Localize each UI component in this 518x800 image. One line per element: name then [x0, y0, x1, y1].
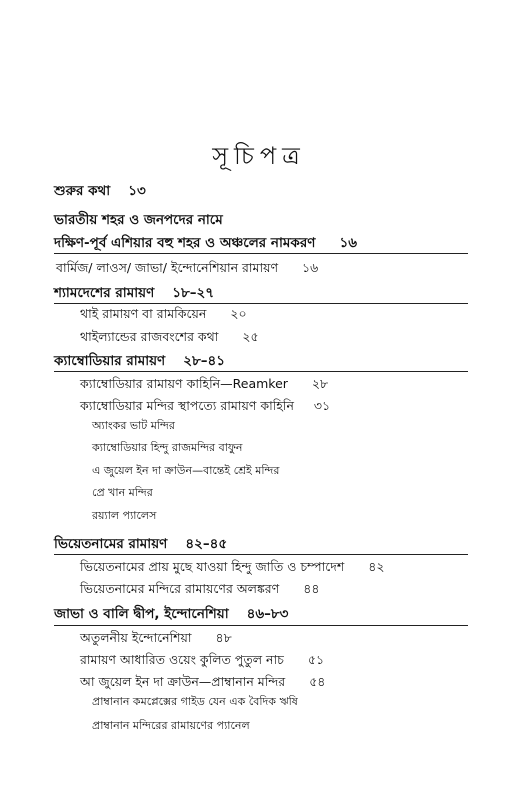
toc-chapter-cambodia: ক্যাম্বোডিয়ার রামায়ণ ২৮–৪১ — [54, 353, 226, 369]
toc-chapter-java-bali: জাভা ও বালি দ্বীপ, ইন্দোনেশিয়া ৪৬–৮৩ — [54, 606, 289, 622]
toc-subentry: ক্যাম্বোডিয়ার রামায়ণ কাহিনি—Reamker ২৮ — [80, 376, 329, 391]
toc-chapter-siam: শ্যামদেশের রামায়ণ ১৮–২৭ — [54, 285, 215, 301]
toc-subentry: ক্যাম্বোডিয়ার মন্দির স্থাপত্যে রামায়ণ কাহিনি ৩১ — [80, 398, 331, 413]
toc-entry-naming: দক্ষিণ-পূর্ব এশিয়ার বহু শহর ও অঞ্চলের নামকরণ ১৬ — [54, 235, 357, 251]
toc-subsubentry: এ জুয়েল ইন দা ক্রাউন—বান্তেই শ্রেই মন্দির — [92, 464, 280, 477]
toc-subentry: ভিয়েতনামের প্রায় মুছে যাওয়া হিন্দু জাতি ও চম্পাদেশ ৪২ — [80, 559, 385, 574]
toc-subentry: বার্মিজ/ লাওস/ জাভা/ ইন্দোনেশিয়ান রামায়ণ ১৬ — [56, 260, 319, 275]
toc-entry-intro: শুরুর কথা ১৩ — [54, 183, 146, 199]
toc-subentry: থাই রামায়ণ বা রামকিয়েন ২০ — [80, 306, 247, 321]
page-title: সূচিপত্র — [212, 142, 306, 170]
toc-chapter-vietnam: ভিয়েতনামের রামায়ণ ৪২–৪৫ — [54, 536, 228, 552]
divider — [54, 554, 468, 555]
toc-subsubentry: প্রাম্বানান কমপ্লেক্সের গাইড যেন এক বৈদিক ঋষি — [92, 695, 298, 708]
divider — [54, 371, 468, 372]
toc-section-heading: ভারতীয় শহর ও জনপদের নামে — [54, 212, 223, 228]
toc-subsubentry: প্রাম্বানান মন্দিরের রামায়ণের প্যানেল — [92, 719, 250, 732]
toc-subsubentry: অ্যাংকর ভাট মন্দির — [92, 419, 175, 432]
toc-subsubentry: রয়্যাল প্যালেস — [92, 509, 157, 522]
toc-subsubentry: ক্যাম্বোডিয়ার হিন্দু রাজমন্দির বাফুন — [92, 441, 243, 454]
toc-subentry: রামায়ণ আধারিত ওয়েং কুলিত পুতুল নাচ ৫১ — [80, 652, 325, 667]
toc-subentry: থাইল্যান্ডের রাজবংশের কথা ২৫ — [80, 329, 259, 344]
toc-subentry: অতুলনীয় ইন্দোনেশিয়া ৪৮ — [80, 630, 232, 645]
toc-subentry: আ জুয়েল ইন দা ক্রাউন—প্রাম্বানান মন্দির ৫৪ — [80, 674, 326, 689]
divider — [54, 625, 468, 626]
divider — [54, 253, 468, 254]
divider — [54, 303, 468, 304]
toc-subentry: ভিয়েতনামের মন্দিরে রামায়ণের অলঙ্করণ ৪৪ — [80, 581, 320, 596]
toc-subsubentry: প্রে খান মন্দির — [92, 486, 153, 499]
